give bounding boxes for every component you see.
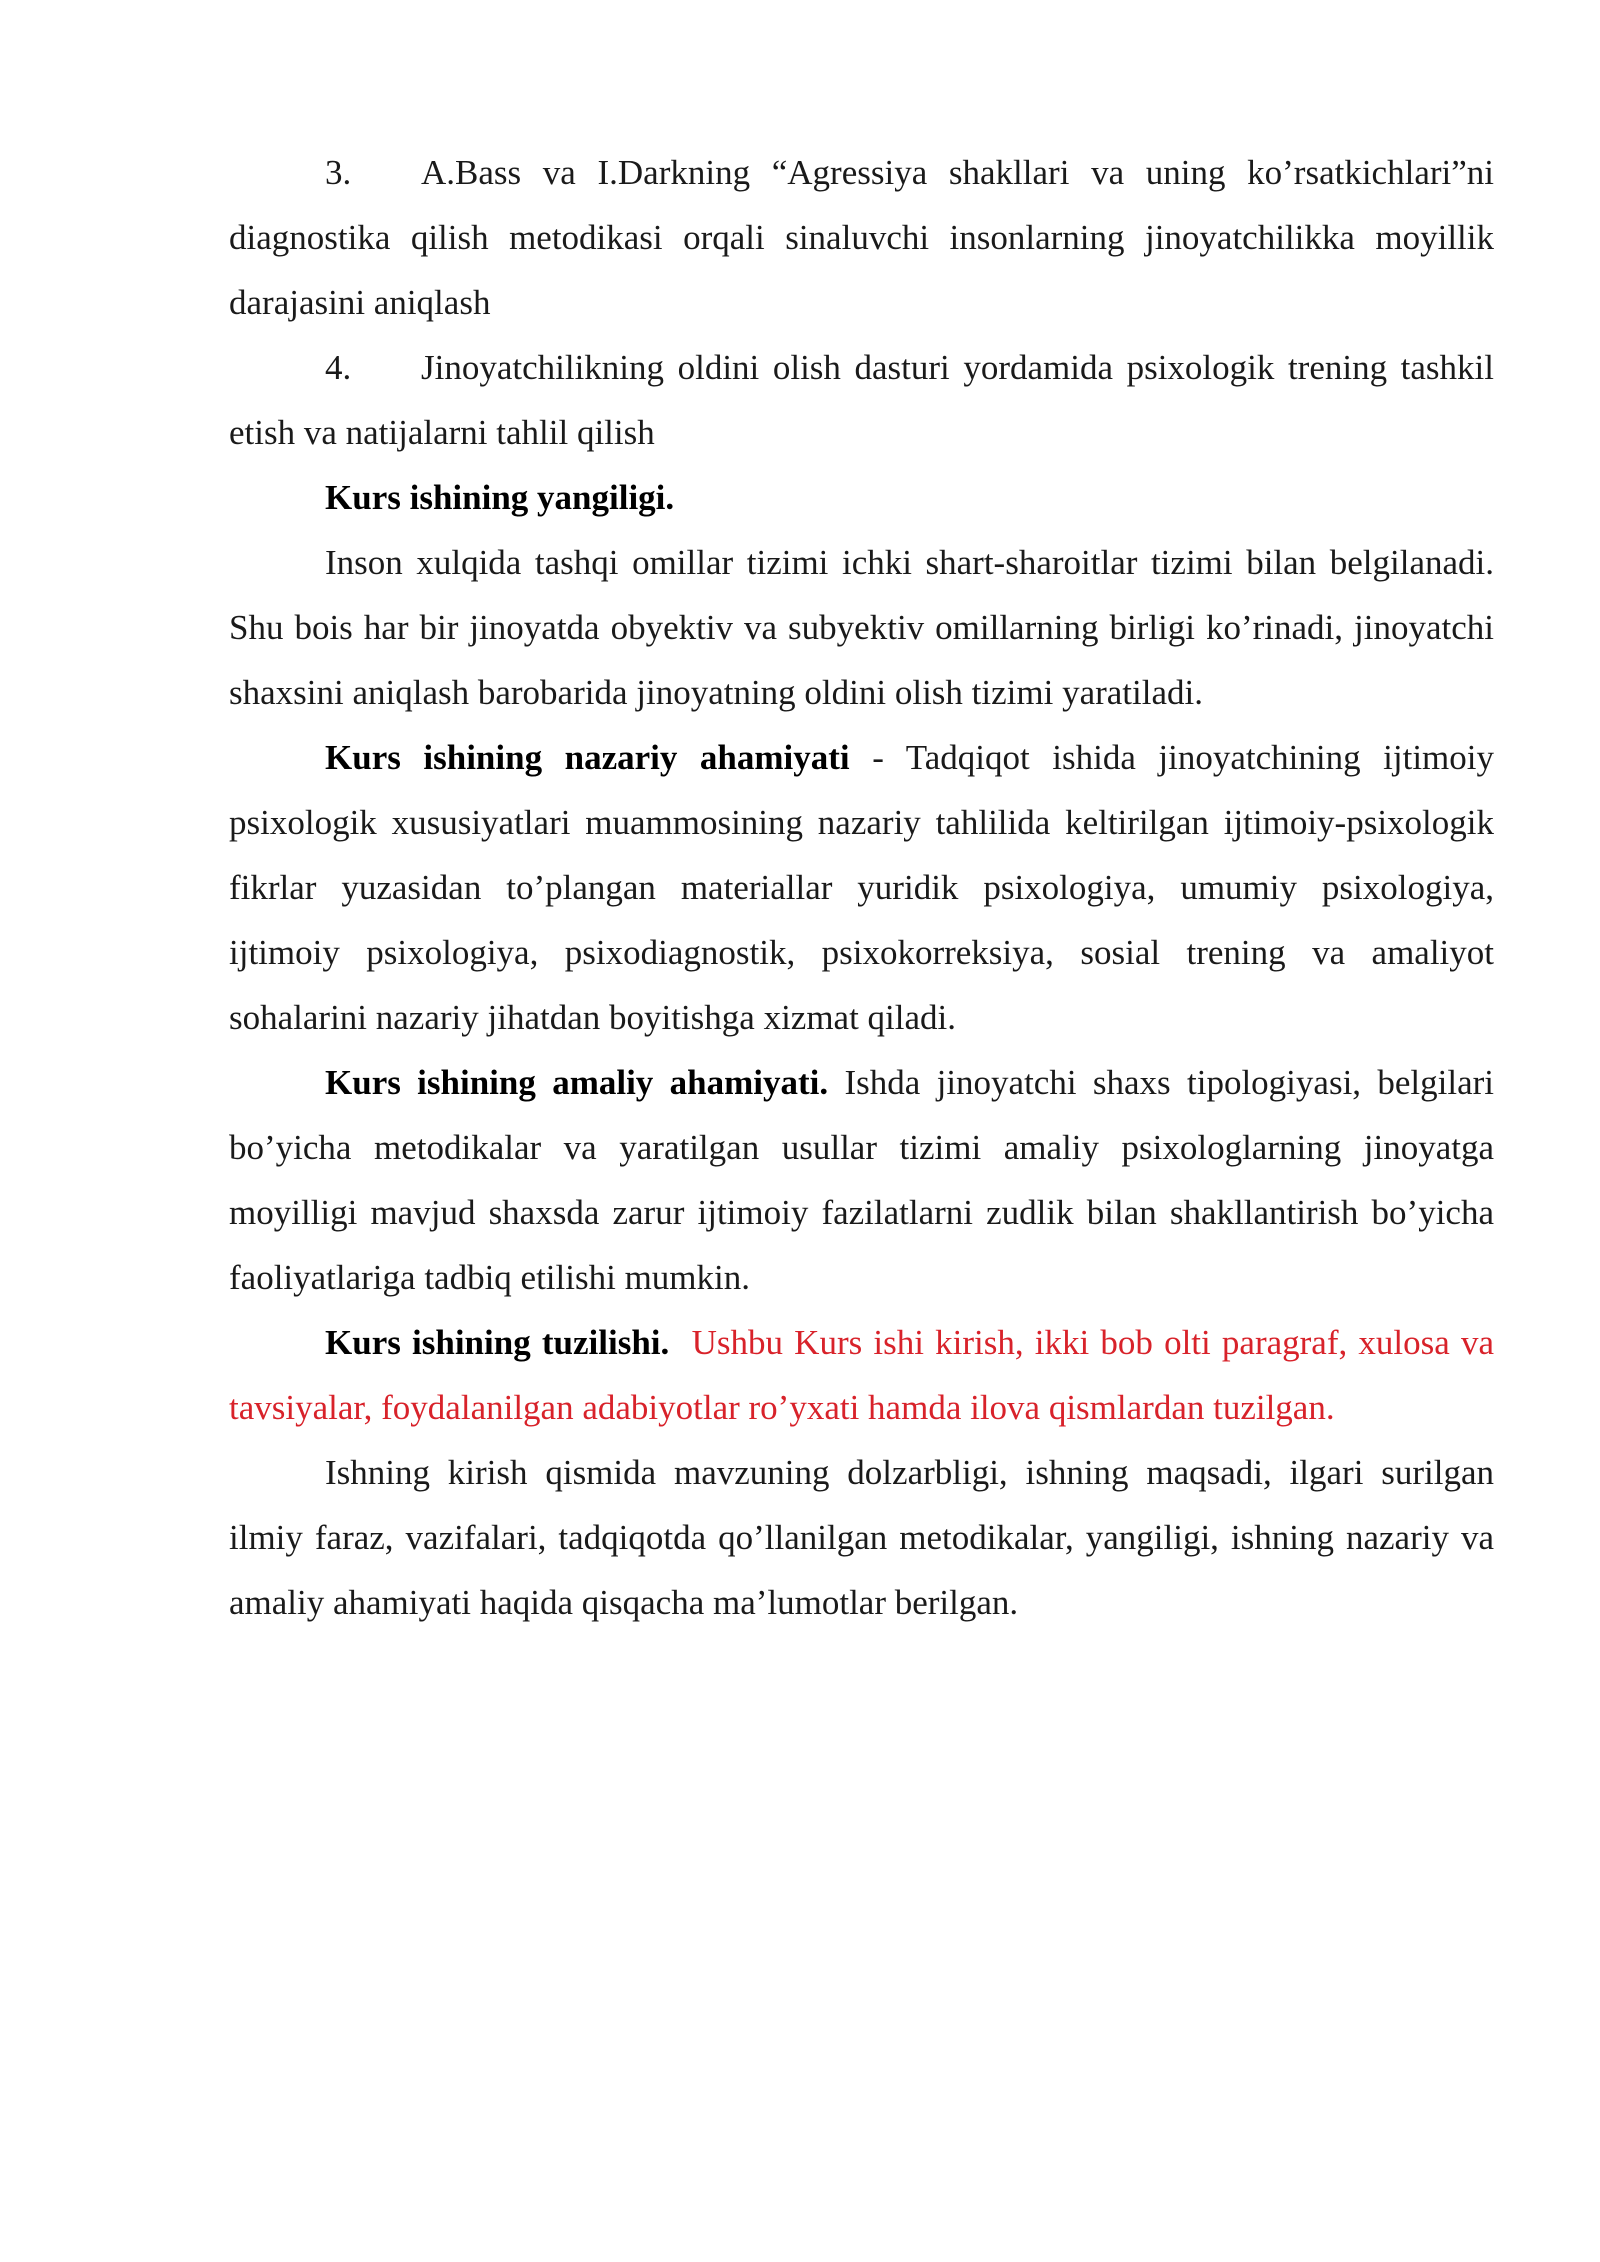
theoretical-paragraph	[229, 725, 1494, 1050]
list-item-3	[229, 140, 1494, 335]
structure-text: Ushbu Kurs ishi kirish, ikki bob olti paragraf, xulosa va tavsiyalar, foydalanilgan adabiyotlar ro’yxati hamda ilova qismlardan tuzilgan.	[229, 1323, 1494, 1427]
list-item-4	[229, 335, 1494, 465]
theoretical-text: - Tadqiqot ishida jinoyatchining ijtimoiy psixologik xususiyatlari muammosining nazariy tahlilida keltirilgan ijtimoiy-psixologik fikrlar yuzasidan to’plangan materiallar yuridik psixologiya, umumiy psixologiya, ijtimoiy psixologiya, psixodiagnostik, psixokorreksiya, sosial trening va amaliyot sohalarini nazariy jihatdan boyitishga xizmat qiladi.	[229, 738, 1494, 1037]
list-number: 3.	[325, 153, 352, 192]
practical-paragraph	[229, 1050, 1494, 1310]
practical-heading: Kurs ishining amaliy ahamiyati.	[325, 1063, 829, 1102]
list-number: 4.	[325, 348, 352, 387]
list-item-text: Jinoyatchilikning oldini olish dasturi yordamida psixologik trening tashkil etish va natijalarni tahlil qilish	[229, 348, 1494, 452]
list-item-text: A.Bass va I.Darkning “Agressiya shakllari va uning ko’rsatkichlari”ni diagnostika qilish metodikasi orqali sinaluvchi insonlarning jinoyatchilikka moyillik darajasini aniqlash	[229, 153, 1494, 322]
structure-paragraph	[229, 1310, 1494, 1440]
document-page	[229, 140, 1494, 1635]
novelty-paragraph: Inson xulqida tashqi omillar tizimi ichki shart-sharoitlar tizimi bilan belgilanadi. Shu bois har bir jinoyatda obyektiv va subyektiv omillarning birligi ko’rinadi, jinoyatchi shaxsini aniqlash barobarida jinoyatning oldini olish tizimi yaratiladi.	[229, 543, 1494, 712]
practical-text: Ishda jinoyatchi shaxs tipologiyasi, belgilari bo’yicha metodikalar va yaratilgan usullar tizimi amaliy psixologlarning jinoyatga moyilligi mavjud shaxsda zarur ijtimoiy fazilatlarni zudlik bilan shakllantirish bo’yicha faoliyatlariga tadbiq etilishi mumkin.	[229, 1063, 1494, 1297]
novelty-heading: Kurs ishining yangiligi.	[325, 478, 675, 517]
theoretical-heading: Kurs ishining nazariy ahamiyati	[325, 738, 850, 777]
structure-heading: Kurs ishining tuzilishi.	[325, 1323, 670, 1362]
intro-paragraph: Ishning kirish qismida mavzuning dolzarbligi, ishning maqsadi, ilgari surilgan ilmiy faraz, vazifalari, tadqiqotda qo’llanilgan metodikalar, yangiligi, ishning nazariy va amaliy ahamiyati haqida qisqacha ma’lumotlar berilgan.	[229, 1453, 1494, 1622]
